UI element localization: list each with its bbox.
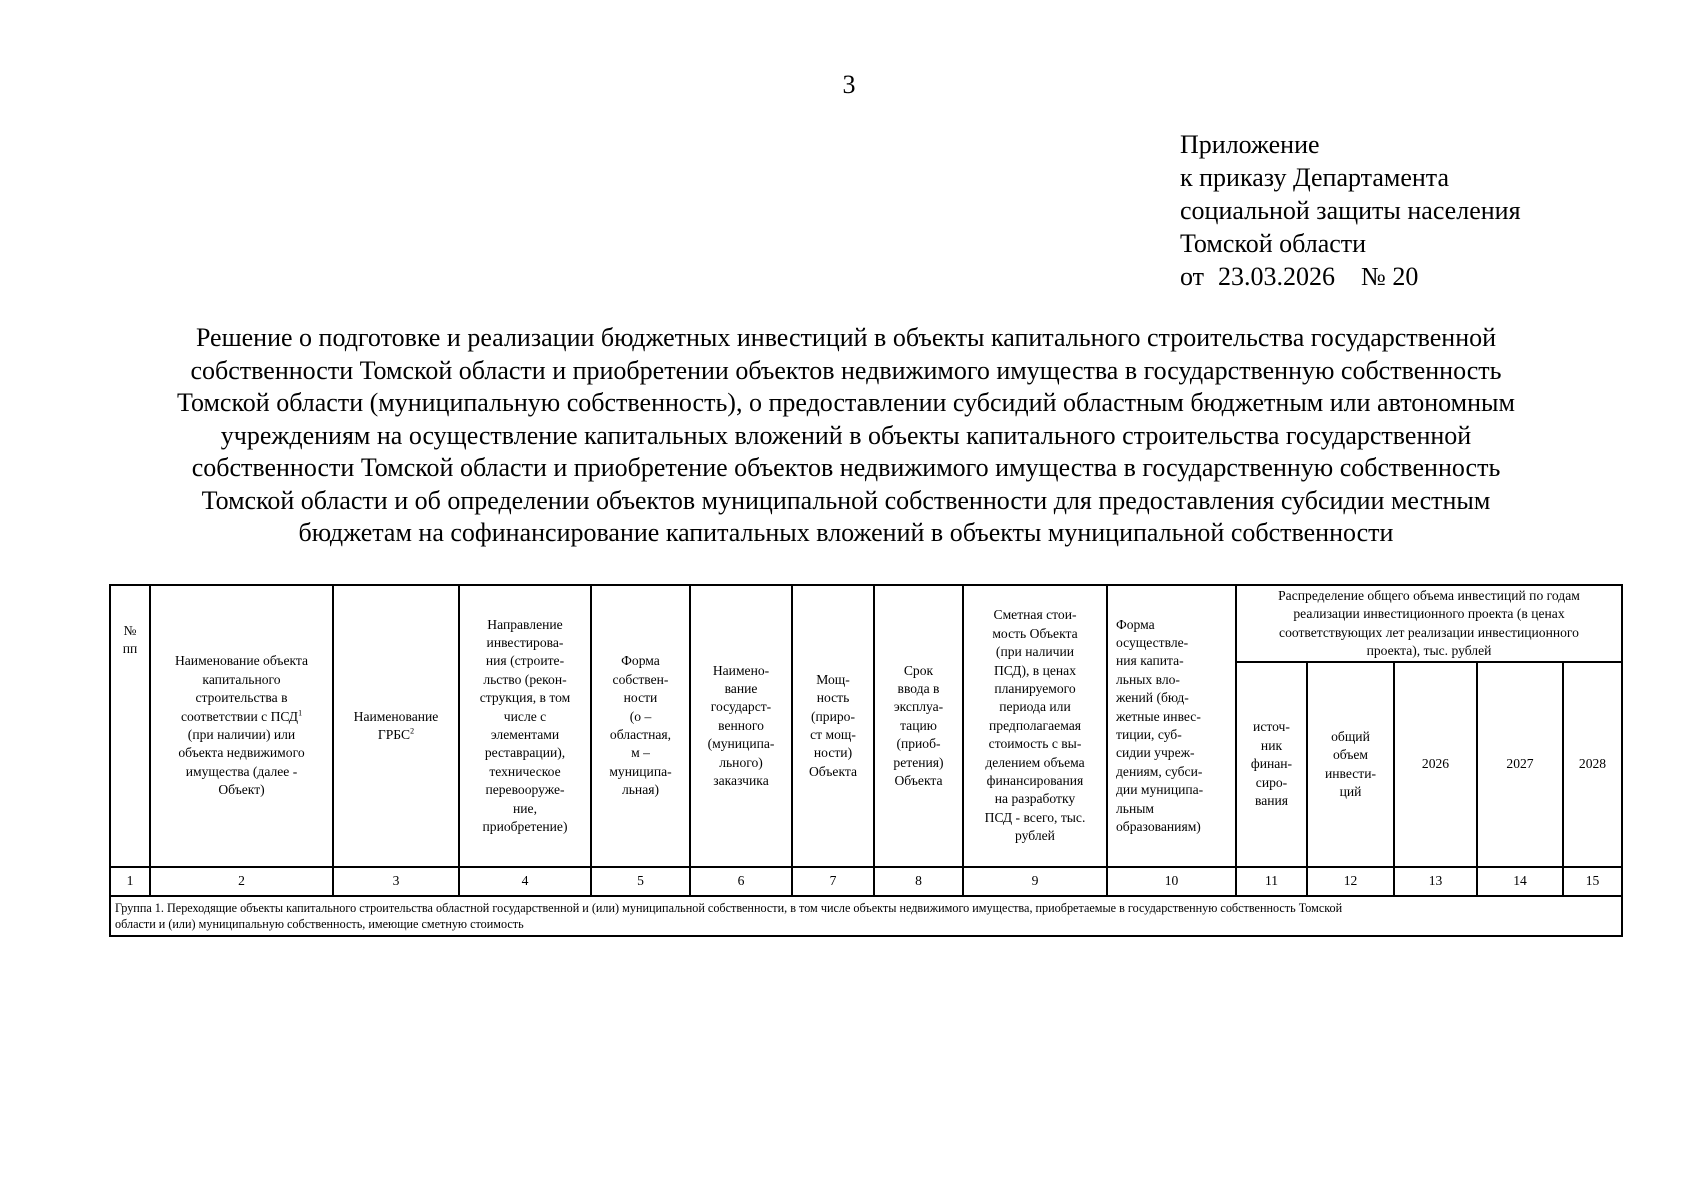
header-text: Наименование объекта: [174, 653, 309, 669]
header-text: перевооруже-: [485, 782, 565, 798]
header-col-object-name: [150, 585, 333, 867]
header-text: вания: [1254, 793, 1289, 809]
header-text: ния (строите-: [485, 653, 565, 669]
header-text: ность: [816, 690, 850, 706]
header-text: Мощ-: [816, 671, 850, 687]
title-line: учреждениям на осуществление капитальных вложений в объекты капитального строительства государственной: [220, 420, 1472, 450]
column-number: 10: [1107, 867, 1236, 896]
column-number: 11: [1236, 867, 1307, 896]
header-text: ПСД), в ценах: [993, 662, 1077, 678]
header-text: эксплуа-: [893, 699, 944, 715]
header-text: Направление: [487, 616, 563, 632]
header-text: жетные инвес-: [1116, 708, 1201, 724]
header-text: элементами: [490, 727, 560, 742]
column-number: 6: [690, 867, 792, 896]
appendix-line: социальной защиты населения: [1180, 196, 1521, 225]
header-text: соответствии с ПСД: [180, 708, 299, 724]
header-col-ownership-form: [591, 585, 690, 867]
title-line: бюджетам на софинансирование капитальных вложений в объекты муниципальной собственности: [298, 518, 1394, 547]
header-col-total-investment: [1307, 662, 1394, 867]
header-text: сиро-: [1255, 774, 1288, 790]
header-text: Объекта: [808, 763, 858, 779]
appendix-line: Приложение: [1180, 130, 1320, 159]
header-text: жений (бюд-: [1116, 690, 1189, 706]
investment-table: [109, 584, 1623, 937]
header-text: пп: [122, 641, 138, 657]
header-text: (при наличии) или: [187, 727, 296, 742]
header-text: планируемого: [994, 680, 1076, 696]
header-text: ПСД - всего, тыс.: [984, 809, 1086, 825]
header-text: ние,: [513, 800, 537, 816]
header-text: струкция, в том: [479, 690, 571, 706]
order-prefix: от: [1180, 262, 1205, 291]
header-text: Срок: [903, 662, 934, 678]
header-text: делением объема: [985, 754, 1085, 770]
header-text: ГРБС: [377, 727, 411, 742]
header-col-capacity: [792, 585, 874, 867]
header-text: Объект): [218, 782, 265, 798]
title-line: собственности Томской области и приобретение объектов недвижимого имущества в государственную собственность: [191, 453, 1501, 482]
header-text: техническое: [489, 763, 561, 779]
header-text: (муниципа-: [707, 736, 775, 752]
group-text: Группа 1. Переходящие объекты капитального строительства областной государственной и (или) муниципальной собственности, в том числе объекты недвижимого имущества, приобретаемые в государственную собственность Томской: [115, 901, 1343, 915]
header-col-grbs: [333, 585, 459, 867]
header-text: заказчика: [713, 773, 769, 789]
header-text: общий: [1331, 728, 1370, 744]
header-text: льным: [1116, 800, 1154, 816]
header-text: льство (рекон-: [483, 671, 567, 687]
column-number: 14: [1477, 867, 1563, 896]
column-number: 8: [874, 867, 963, 896]
table-header-row: [110, 585, 1622, 662]
header-text: вание: [724, 680, 758, 696]
header-text: (приро-: [811, 708, 855, 724]
header-text: инвестирова-: [486, 634, 564, 650]
header-text: строительства в: [195, 690, 288, 706]
column-number: 13: [1394, 867, 1477, 896]
header-text: Наименование: [353, 708, 439, 724]
column-number: 15: [1563, 867, 1622, 896]
header-text: собствен-: [612, 671, 669, 687]
header-text: приобретение): [482, 819, 568, 835]
header-text: осуществле-: [1116, 634, 1189, 650]
column-number: 3: [333, 867, 459, 896]
header-text: источ-: [1253, 719, 1290, 735]
header-col-2027: 2027: [1477, 662, 1563, 867]
header-text: тацию: [900, 717, 937, 733]
header-col-2026: 2026: [1394, 662, 1477, 867]
header-text: ст мощ-: [810, 727, 856, 742]
footnote-marker: 2: [410, 726, 415, 736]
header-text: ния капита-: [1116, 653, 1184, 669]
header-text: образованиям): [1116, 819, 1201, 835]
header-text: финансирования: [986, 773, 1084, 789]
header-text: Форма: [1116, 616, 1155, 632]
header-text: (при наличии: [995, 644, 1075, 660]
header-text: объем: [1332, 747, 1369, 763]
group-1-label: [110, 896, 1622, 936]
header-text: капитального: [202, 671, 281, 687]
appendix-line: к приказу Департамента: [1180, 163, 1450, 192]
header-col-direction: [459, 585, 591, 867]
column-number: 5: [591, 867, 690, 896]
header-col-customer: [690, 585, 792, 867]
header-text: дениям, субси-: [1116, 763, 1203, 779]
header-col-number: [110, 585, 150, 867]
header-text: инвести-: [1324, 765, 1377, 781]
appendix-block: [1180, 128, 1521, 293]
header-text: периода или: [999, 699, 1071, 715]
order-date: 23.03.2026: [1218, 262, 1336, 291]
order-number: № 20: [1361, 262, 1419, 291]
header-text: рублей: [1015, 828, 1055, 844]
header-text: Распределение общего объема инвестиций по годам: [1278, 587, 1580, 603]
header-text: числе с: [503, 708, 547, 724]
appendix-line: Томской области: [1180, 229, 1367, 258]
header-text: стоимость с вы-: [988, 736, 1082, 752]
header-text: мость Объекта: [992, 625, 1078, 641]
header-text: Сметная стои-: [993, 607, 1077, 623]
header-group-distribution: [1236, 585, 1622, 662]
header-text: льного): [719, 754, 763, 770]
header-col-estimated-cost: [963, 585, 1107, 867]
header-text: государст-: [710, 699, 772, 715]
header-text: №: [123, 623, 137, 638]
header-text: м –: [631, 745, 650, 761]
header-col-funding-source: [1236, 662, 1307, 867]
header-text: сидии учреж-: [1116, 745, 1195, 761]
header-text: дии муниципа-: [1116, 782, 1204, 798]
document-title: [120, 322, 1572, 550]
header-text: имущества (далее -: [185, 763, 298, 779]
header-text: (о –: [629, 708, 652, 724]
header-text: предполагаемая: [989, 717, 1081, 733]
header-text: соответствующих лет реализации инвестиционного: [1279, 624, 1579, 640]
column-number: 9: [963, 867, 1107, 896]
title-line: Томской области и об определении объектов муниципальной собственности для предоставления субсидии местным: [201, 485, 1491, 515]
header-text: Форма: [621, 653, 660, 669]
column-number: 12: [1307, 867, 1394, 896]
column-number: 1: [110, 867, 150, 896]
group-text: области и (или) муниципальную собственность, имеющие сметную стоимость: [115, 917, 524, 931]
header-text: ности): [813, 745, 853, 761]
title-line: собственности Томской области и приобретении объектов недвижимого имущества в государственную собственность: [190, 355, 1502, 385]
header-text: льная): [621, 782, 660, 798]
column-number: 7: [792, 867, 874, 896]
header-text: льных вло-: [1116, 671, 1180, 687]
header-text: ций: [1339, 783, 1362, 799]
header-text: ввода в: [897, 680, 940, 696]
title-line: Томской области (муниципальную собственность), о предоставлении субсидий областным бюджетным или автономным: [177, 388, 1515, 417]
header-text: проекта), тыс. рублей: [1366, 642, 1492, 658]
header-text: тиции, суб-: [1116, 727, 1182, 742]
title-line: Решение о подготовке и реализации бюджетных инвестиций в объекты капитального строительства государственной: [195, 323, 1497, 352]
header-text: на разработку: [994, 791, 1076, 807]
header-text: реализации инвестиционного проекта (в ценах: [1293, 606, 1565, 622]
footnote-marker: 1: [298, 708, 303, 718]
header-col-2028: 2028: [1563, 662, 1622, 867]
header-text: Объекта: [894, 773, 943, 789]
page-number: 3: [842, 70, 856, 99]
header-text: (приоб-: [896, 736, 941, 752]
header-text: финан-: [1250, 756, 1293, 772]
header-text: ретения): [893, 754, 944, 770]
header-text: объекта недвижимого: [178, 745, 305, 761]
header-text: областная,: [609, 727, 672, 742]
header-text: ности: [623, 690, 658, 706]
order-line: [1180, 260, 1521, 293]
column-number: 2: [150, 867, 333, 896]
header-text: Наимено-: [712, 662, 770, 678]
header-col-investment-form: [1107, 585, 1236, 867]
column-numbers-row: [110, 867, 1622, 896]
header-text: ник: [1260, 737, 1283, 753]
column-number: 4: [459, 867, 591, 896]
header-col-commissioning: [874, 585, 963, 867]
header-text: венного: [718, 717, 764, 733]
group-row: [110, 896, 1622, 936]
header-text: реставрации),: [484, 745, 566, 761]
header-text: муниципа-: [609, 763, 672, 779]
